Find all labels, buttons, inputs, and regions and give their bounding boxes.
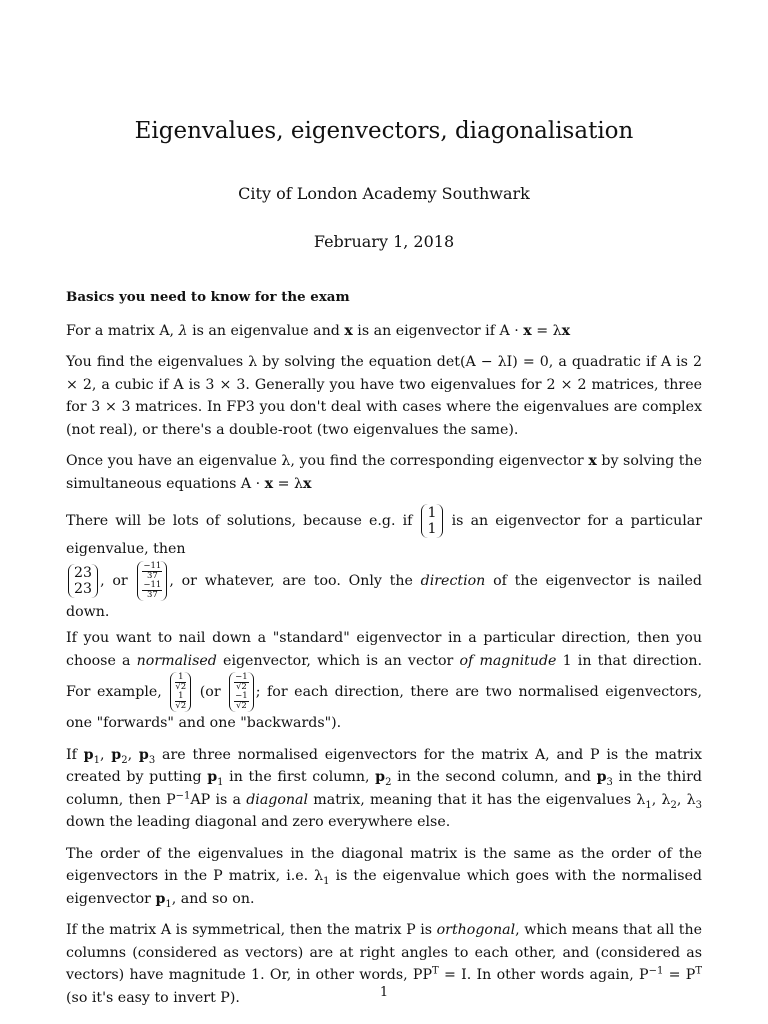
math-vector-x: x [344, 322, 353, 339]
text: If you want to nail down a "standard" eigenvector in a particular direction, then you choose a [66, 630, 702, 669]
text: There will be lots of solutions, because e.g. if [66, 513, 413, 529]
fraction: $\frac{-11}{37}$ [143, 579, 162, 600]
text: is an eigenvector for a particular eigenvalue, then [66, 513, 703, 557]
paragraph-diagonal: If $p_1$, $p_2$, $p_3$ are three normalised eigenvectors for the matrix A, and P is the matrix created by putting $p_1$ in the first column, $p_2$ in the second column, and $p_3$ in the third column, then $P^{-1}AP$ is a diagonal matrix, meaning that it has the eigenvalues $\lambda_1$, $\lambda_2$, $\lambda_3$ down the leading diagonal and zero everywhere else. [66, 746, 702, 830]
fraction: $\frac{-11}{37}$ [143, 560, 162, 581]
paragraph-solutions [66, 504, 702, 623]
math-vector-x: x [303, 475, 312, 492]
text: by solving the simultaneous equations A · [66, 453, 702, 492]
emphasis: of magnitude [459, 652, 557, 669]
text: ; [255, 684, 261, 700]
matrix-1-1 [421, 504, 442, 538]
math-vector-x: x [523, 322, 532, 339]
paragraph-definition [66, 320, 702, 343]
matrix-entry: 1 [427, 521, 437, 537]
text: for each direction, there are two normalised eigenvectors, one "forwards" and one "backwards"). [66, 684, 702, 731]
matrix-normalised [170, 672, 191, 712]
text: 1 in that direction. For example, [66, 652, 702, 700]
math-vector-x: x [264, 475, 274, 492]
paragraph-orthogonal: If the matrix A is symmetrical, then the matrix P is orthogonal, which means that all the columns (considered as vectors) are at right angles to each other, and (considered as vectors) have magnitude 1. Or, in other words, $PP^T = I$. In other words again, $P^{-1} = P^T$ (so it's easy to invert P). [66, 922, 702, 1006]
author: City of London Academy Southwark [238, 184, 530, 203]
math-vector-x: x [588, 453, 597, 469]
date: February 1, 2018 [313, 232, 455, 251]
emphasis: normalised [136, 652, 217, 669]
math-vector-x: x [561, 322, 571, 339]
emphasis: direction [420, 572, 486, 589]
text: Once you have an eigenvalue λ, you find the corresponding eigenvector [66, 453, 589, 469]
paragraph-order: The order of the eigenvalues in the diagonal matrix is the same as the order of the eigenvectors in the P matrix, i.e. $\lambda_1$ is the eigenvalue which goes with the normalised eigenvector $p_1$, and so on. [66, 845, 702, 910]
matrix-normalised-negative [229, 672, 254, 712]
paragraph-eigenvalues: You find the eigenvalues λ by solving the equation det(A − λI) = 0, a quadratic if A is 2 × 2, a cubic if A is 3 × 3. Generally you have two eigenvalues for 2 × 2 matrices, three for 3 × 3 matrices. In FP3 you don't deal with cases where the eigenvalues are complex (not real), or there's a double-root (two eigenvalues the same). [66, 354, 702, 438]
text: is an eigenvalue and [187, 322, 345, 339]
fraction: $\frac{-1}{√2}$ [235, 672, 248, 692]
paragraph-normalised [66, 627, 702, 735]
text: (or [199, 684, 221, 700]
paragraph-eigenvector [66, 450, 702, 495]
text: , or [100, 572, 128, 589]
text: of the eigenvector is nailed down. [66, 572, 702, 620]
text: is an eigenvector if A · [352, 322, 524, 339]
text: = λ [273, 475, 304, 492]
text: = λ [531, 322, 562, 339]
text: , or whatever, are too. Only the [169, 572, 421, 589]
matrix-23-23 [68, 564, 98, 598]
fraction: $\frac{1}{√2}$ [175, 691, 187, 711]
matrix-fraction [137, 561, 167, 601]
matrix-entry: 1 [427, 505, 437, 521]
page-number: 1 [379, 985, 389, 1000]
text: For a matrix A, [66, 322, 179, 339]
page-title: Eigenvalues, eigenvectors, diagonalisation [134, 118, 634, 144]
matrix-entry: 23 [74, 564, 93, 581]
matrix-entry: 23 [74, 580, 93, 597]
section-heading: Basics you need to know for the exam [66, 289, 350, 305]
fraction: $\frac{-1}{√2}$ [235, 691, 248, 711]
document-body [66, 286, 702, 1018]
text: eigenvector, which is an vector [216, 652, 460, 669]
fraction: $\frac{1}{√2}$ [175, 672, 187, 692]
math-lambda: λ [178, 322, 188, 339]
